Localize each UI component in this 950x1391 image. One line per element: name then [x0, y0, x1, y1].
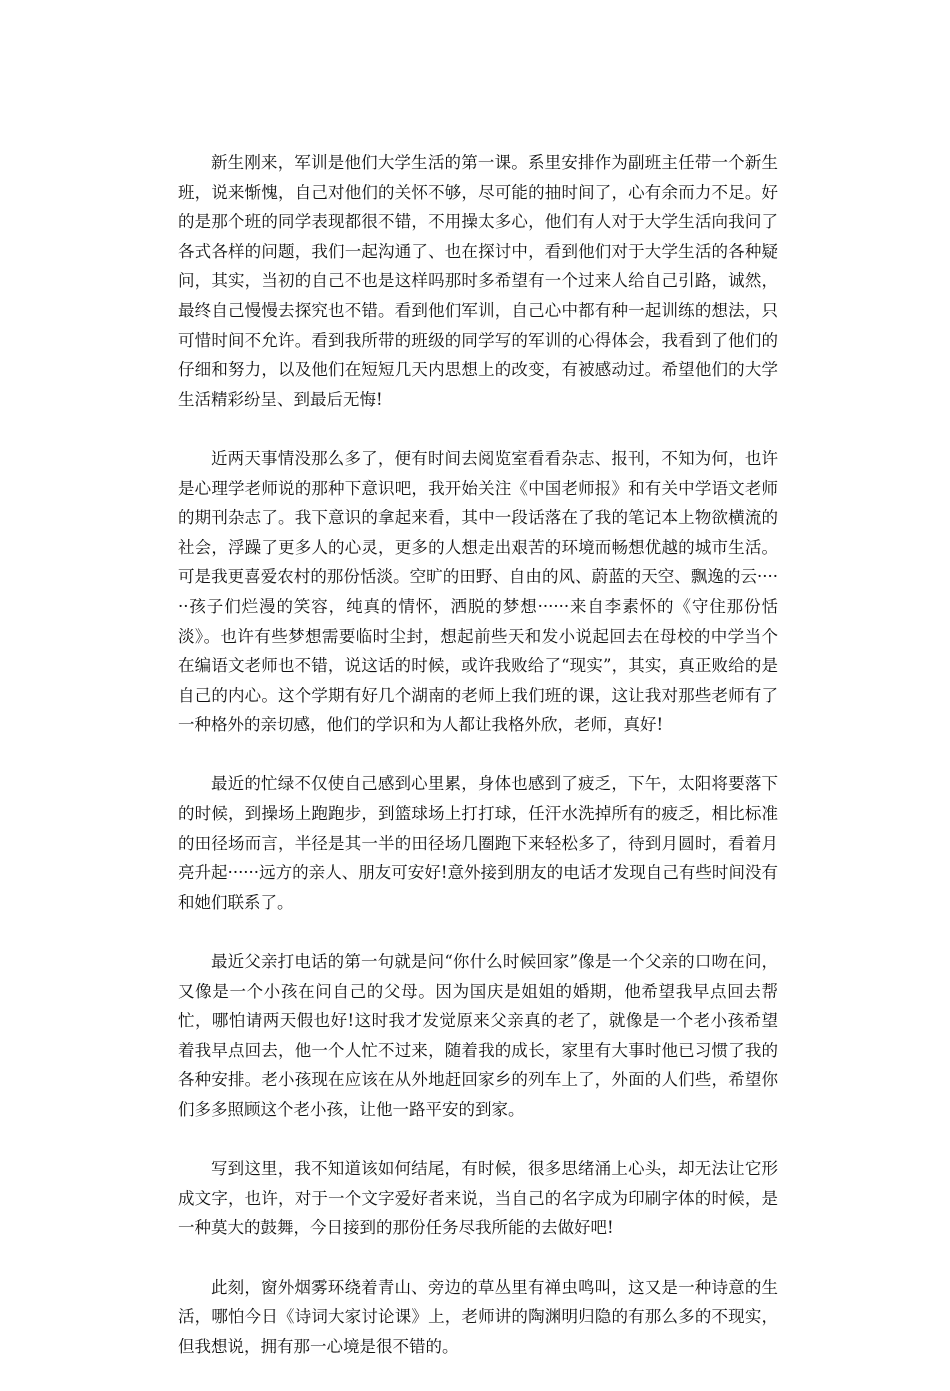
- paragraph-2: 近两天事情没那么多了，便有时间去阅览室看看杂志、报刊，不知为何，也许是心理学老师说的那种下意识吧，我开始关注《中国老师报》和有关中学语文老师的期刊杂志了。我下意识的拿起来看，其中一段话落在了我的笔记本上物欲横流的社会，浮躁了更多人的心灵，更多的人想走出艰苦的环境而畅想优越的城市生活。可是我更喜爱农村的那份恬淡。空旷的田野、自由的风、蔚蓝的天空、飘逸的云······孩子们烂漫的笑容，纯真的情怀，洒脱的梦想······来自李素怀的《守住那份恬淡》。也许有些梦想需要临时尘封，想起前些天和发小说起回去在母校的中学当个在编语文老师也不错，说这话的时候，或许我败给了“现实”，其实，真正败给的是自己的内心。这个学期有好几个湖南的老师上我们班的课，这让我对那些老师有了一种格外的亲切感，他们的学识和为人都让我格外欣，老师，真好!: [178, 448, 778, 735]
- paragraph-4: 最近父亲打电话的第一句就是问“你什么时候回家”像是一个父亲的口吻在问，又像是一个小孩在问自己的父母。因为国庆是姐姐的婚期，他希望我早点回去帮忙，哪怕请两天假也好!这时我才发觉原来父亲真的老了，就像是一个老小孩希望着我早点回去，他一个人忙不过来，随着我的成长，家里有大事时他已习惯了我的各种安排。老小孩现在应该在从外地赶回家乡的列车上了，外面的人们些，希望你们多多照顾这个老小孩，让他一路平安的到家。: [178, 952, 778, 1119]
- paragraph-1: 新生刚来，军训是他们大学生活的第一课。系里安排作为副班主任带一个新生班，说来惭愧，自己对他们的关怀不够，尽可能的抽时间了，心有余而力不足。好的是那个班的同学表现都很不错，不用操太多心，他们有人对于大学生活向我问了各式各样的问题，我们一起沟通了、也在探讨中，看到他们对于大学生活的各种疑问，其实，当初的自己不也是这样吗那时多希望有一个过来人给自己引路，诚然，最终自己慢慢去探究也不错。看到他们军训，自己心中都有种一起训练的想法，只可惜时间不允许。看到我所带的班级的同学写的军训的心得体会，我看到了他们的仔细和努力，以及他们在短短几天内思想上的改变，有被感动过。希望他们的大学生活精彩纷呈、到最后无悔!: [178, 153, 778, 409]
- paragraph-5: 写到这里，我不知道该如何结尾，有时候，很多思绪涌上心头，却无法让它形成文字，也许，对于一个文字爱好者来说，当自己的名字成为印刷字体的时候，是一种莫大的鼓舞，今日接到的那份任务尽我所能的去做好吧!: [178, 1159, 778, 1238]
- paragraph-6: 此刻，窗外烟雾环绕着青山、旁边的草丛里有禅虫鸣叫，这又是一种诗意的生活，哪怕今日《诗词大家讨论课》上，老师讲的陶渊明归隐的有那么多的不现实，但我想说，拥有那一心境是很不错的。: [178, 1277, 778, 1356]
- paragraph-3: 最近的忙绿不仅使自己感到心里累，身体也感到了疲乏，下午，太阳将要落下的时候，到操场上跑跑步，到篮球场上打打球，任汗水洗掉所有的疲乏，相比标准的田径场而言，半径是其一半的田径场几圈跑下来轻松多了，待到月圆时，看着月亮升起······远方的亲人、朋友可安好!意外接到朋友的电话才发现自己有些时间没有和她们联系了。: [178, 774, 778, 912]
- document-body: [178, 148, 778, 1391]
